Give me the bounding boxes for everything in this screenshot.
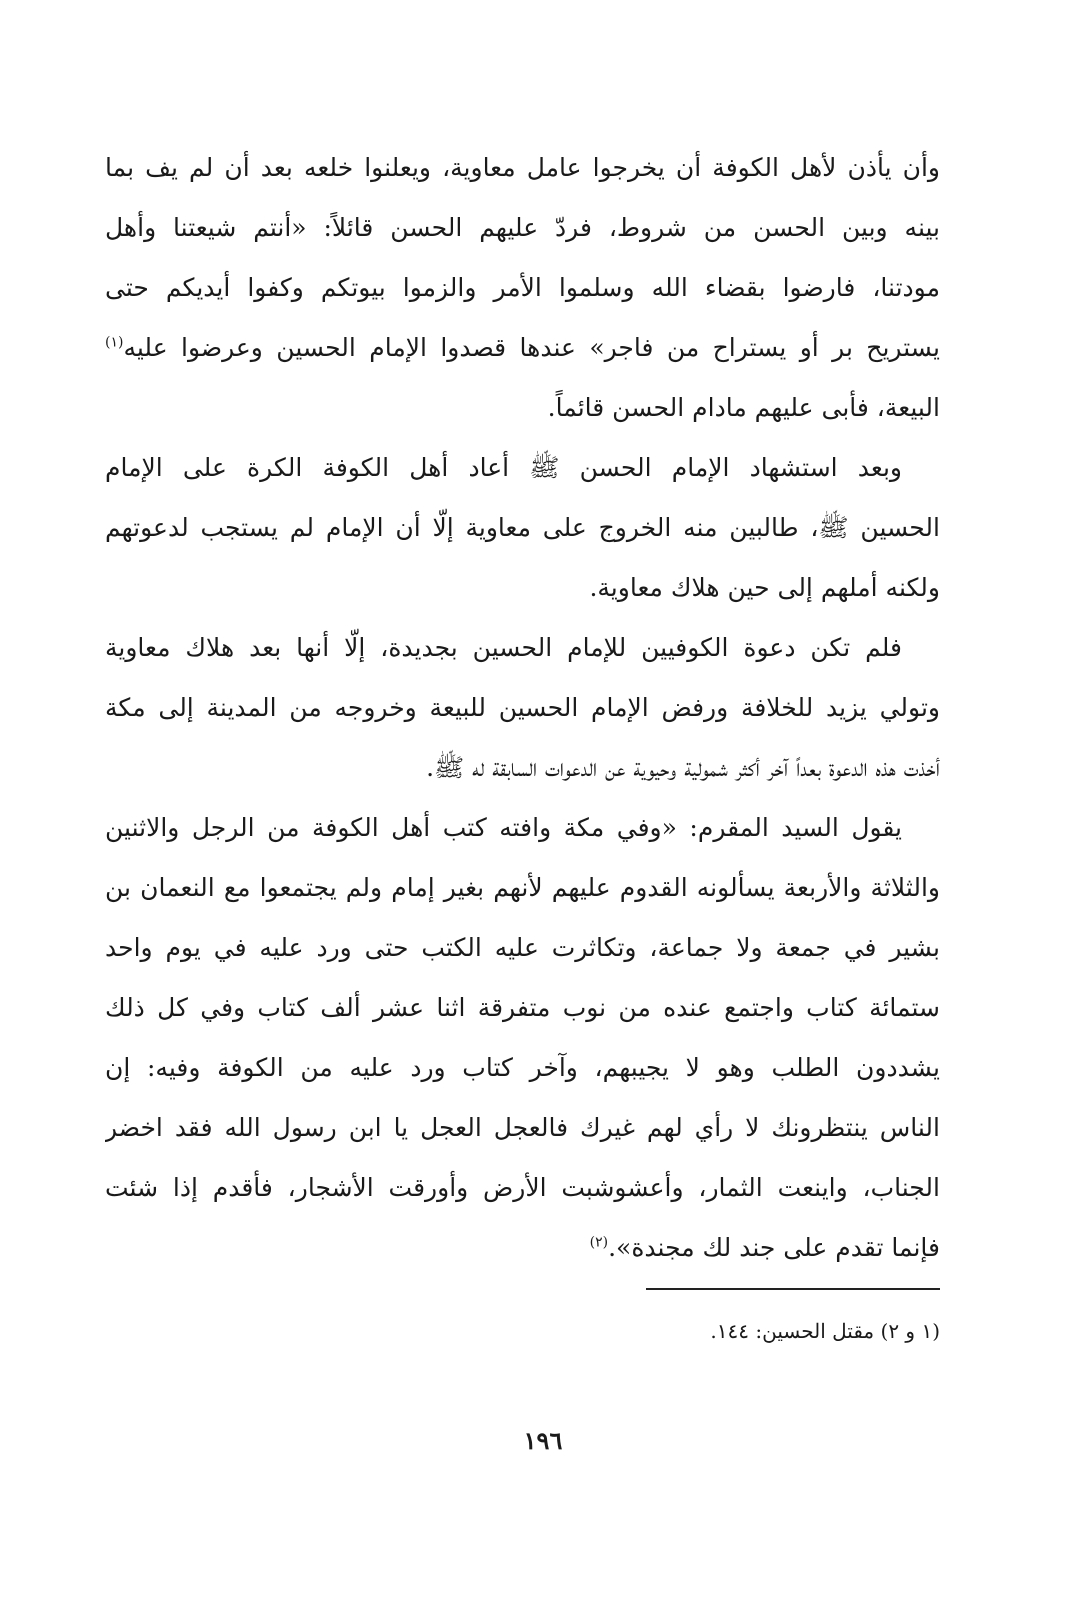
text-line: الحسين ﷺ، طالبين منه الخروج على معاوية إلّا أن الإمام لم يستجب لدعوتهم [105, 513, 940, 542]
text-line: وتولي يزيد للخلافة ورفض الإمام الحسين للبيعة وخروجه من المدينة إلى مكة [105, 693, 940, 722]
footnote-marker: (٢) [589, 1234, 609, 1251]
paragraph-3 [105, 618, 940, 798]
page-body [105, 138, 940, 1278]
text-line: ستمائة كتاب واجتمع عنده من نوب متفرقة اثنا عشر ألف كتاب وفي كل ذلك [105, 993, 940, 1022]
text-line-part: فإنما تقدم على جند لك مجندة». [608, 1233, 940, 1262]
text-line: البيعة، فأبى عليهم مادام الحسن قائماً. [547, 393, 940, 422]
text-line: الجناب، واينعت الثمار، وأعشوشبت الأرض وأورقت الأشجار، فأقدم إذا شئت [105, 1173, 940, 1202]
footnote: (١ و ٢) مقتل الحسين: ١٤٤. [710, 1319, 940, 1343]
footnote-marker: (١) [105, 334, 124, 351]
text-line: يقول السيد المقرم: «وفي مكة وافته كتب أهل الكوفة من الرجل والاثنين [105, 813, 903, 842]
footnote-separator [646, 1288, 940, 1290]
paragraph-1 [105, 138, 940, 438]
text-line: وأن يأذن لأهل الكوفة أن يخرجوا عامل معاوية، ويعلنوا خلعه بعد أن لم يف بما [105, 153, 940, 182]
text-line: ولكنه أملهم إلى حين هلاك معاوية. [589, 573, 940, 602]
paragraph-2 [105, 438, 940, 618]
text-line-part: يستريح بر أو يستراح من فاجر» عندها قصدوا الإمام الحسين وعرضوا عليه [123, 333, 940, 362]
text-line: بشير في جمعة ولا جماعة، وتكاثرت عليه الكتب حتى ورد عليه في يوم واحد [105, 933, 940, 962]
text-line: وبعد استشهاد الإمام الحسن ﷺ أعاد أهل الكوفة الكرة على الإمام [105, 453, 902, 482]
text-line: بينه وبين الحسن من شروط، فردّ عليهم الحسن قائلاً: «أنتم شيعتنا وأهل [105, 213, 940, 242]
page-number: ١٩٦ [523, 1426, 563, 1455]
text-line: فلم تكن دعوة الكوفيين للإمام الحسين بجديدة، إلّا أنها بعد هلاك معاوية [105, 633, 902, 662]
text-line [105, 318, 940, 378]
text-line: أخذت هذه الدعوة بعداً آخر أكثر شمولية وحيوية عن الدعوات السابقة له ﷺ. [426, 753, 940, 782]
text-line: يشددون الطلب وهو لا يجيبهم، وآخر كتاب ورد عليه من الكوفة وفيه: إن [105, 1053, 940, 1082]
paragraph-4 [105, 798, 940, 1278]
text-line [105, 1218, 940, 1278]
text-line: والثلاثة والأربعة يسألونه القدوم عليهم لأنهم بغير إمام ولم يجتمعوا مع النعمان بن [105, 873, 940, 902]
text-line: الناس ينتظرونك لا رأي لهم غيرك فالعجل العجل يا ابن رسول الله فقد اخضر [105, 1113, 940, 1142]
text-line: مودتنا، فارضوا بقضاء الله وسلموا الأمر والزموا بيوتكم وكفوا أيديكم حتى [105, 273, 940, 302]
